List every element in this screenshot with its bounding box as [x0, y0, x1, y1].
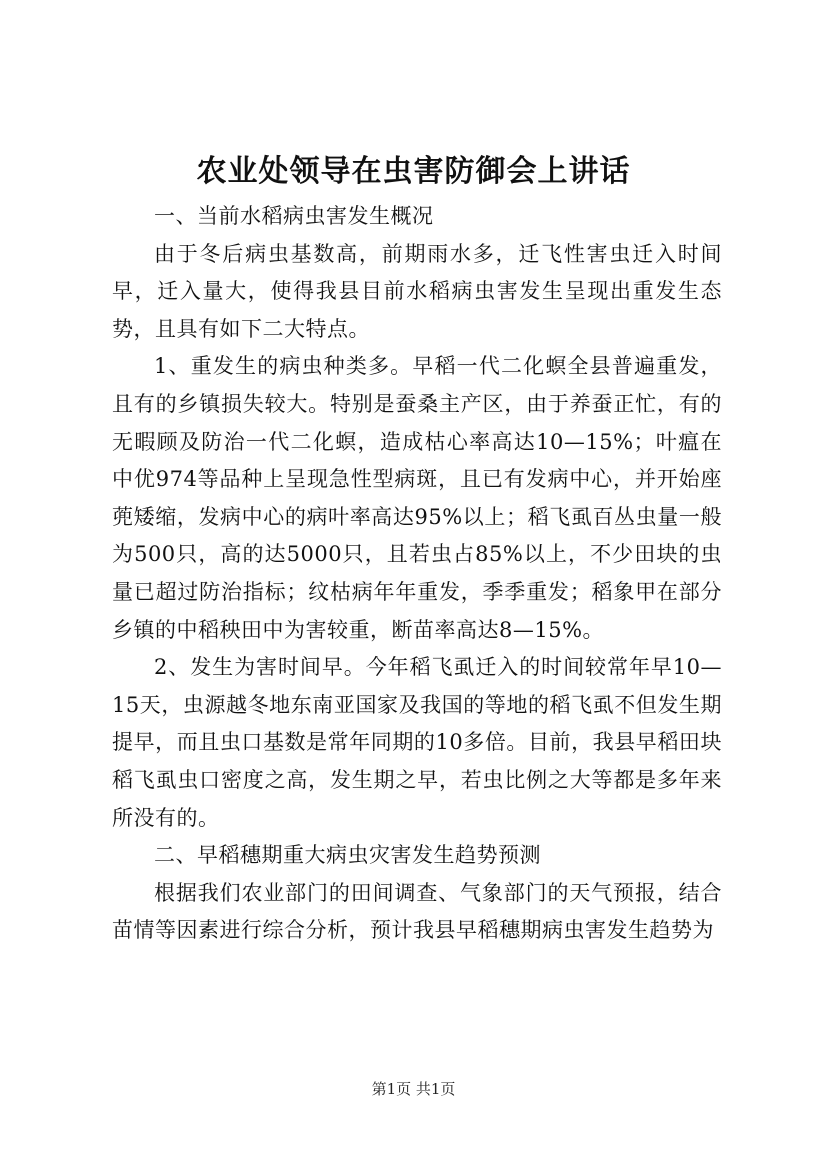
paragraph: 2、发生为害时间早。今年稻飞虱迁入的时间较常年早10—15天，虫源越冬地东南亚国家及我国的等地的稻飞虱不但发生期提早，而且虫口基数是常年同期的10多倍。目前，我县早稻田块稻飞虱虫口密度之高，发生期之早，若虫比例之大等都是多年来所没有的。	[112, 655, 722, 830]
section-heading: 二、早稻穗期重大病虫灾害发生趋势预测	[154, 843, 541, 868]
document-body	[112, 198, 722, 950]
page-footer: 第1页 共1页	[371, 1080, 456, 1098]
paragraph: 由于冬后病虫基数高，前期雨水多，迁飞性害虫迁入时间早，迁入量大，使得我县目前水稻病虫害发生呈现出重发生态势，且具有如下二大特点。	[112, 241, 722, 341]
document-title: 农业处领导在虫害防御会上讲话	[196, 154, 631, 189]
section-heading: 一、当前水稻病虫害发生概况	[154, 204, 434, 228]
paragraph: 1、重发生的病虫种类多。早稻一代二化螟全县普遍重发，且有的乡镇损失较大。特别是蚕桑主产区，由于养蚕正忙，有的无暇顾及防治一代二化螟，造成枯心率高达10—15%；叶瘟在中优974等品种上呈现急性型病斑，且已有发病中心，并开始座蔸矮缩，发病中心的病叶率高达95%以上；稻飞虱百丛虫量一般为500只，高的达5000只，且若虫占85%以上，不少田块的虫量已超过防治指标；纹枯病年年重发，季季重发；稻象甲在部分乡镇的中稻秧田中为害较重，断苗率高达8—15%。	[112, 354, 722, 642]
paragraph: 根据我们农业部门的田间调查、气象部门的天气预报，结合苗情等因素进行综合分析，预计我县早稻穗期病虫害发生趋势为	[112, 880, 722, 943]
